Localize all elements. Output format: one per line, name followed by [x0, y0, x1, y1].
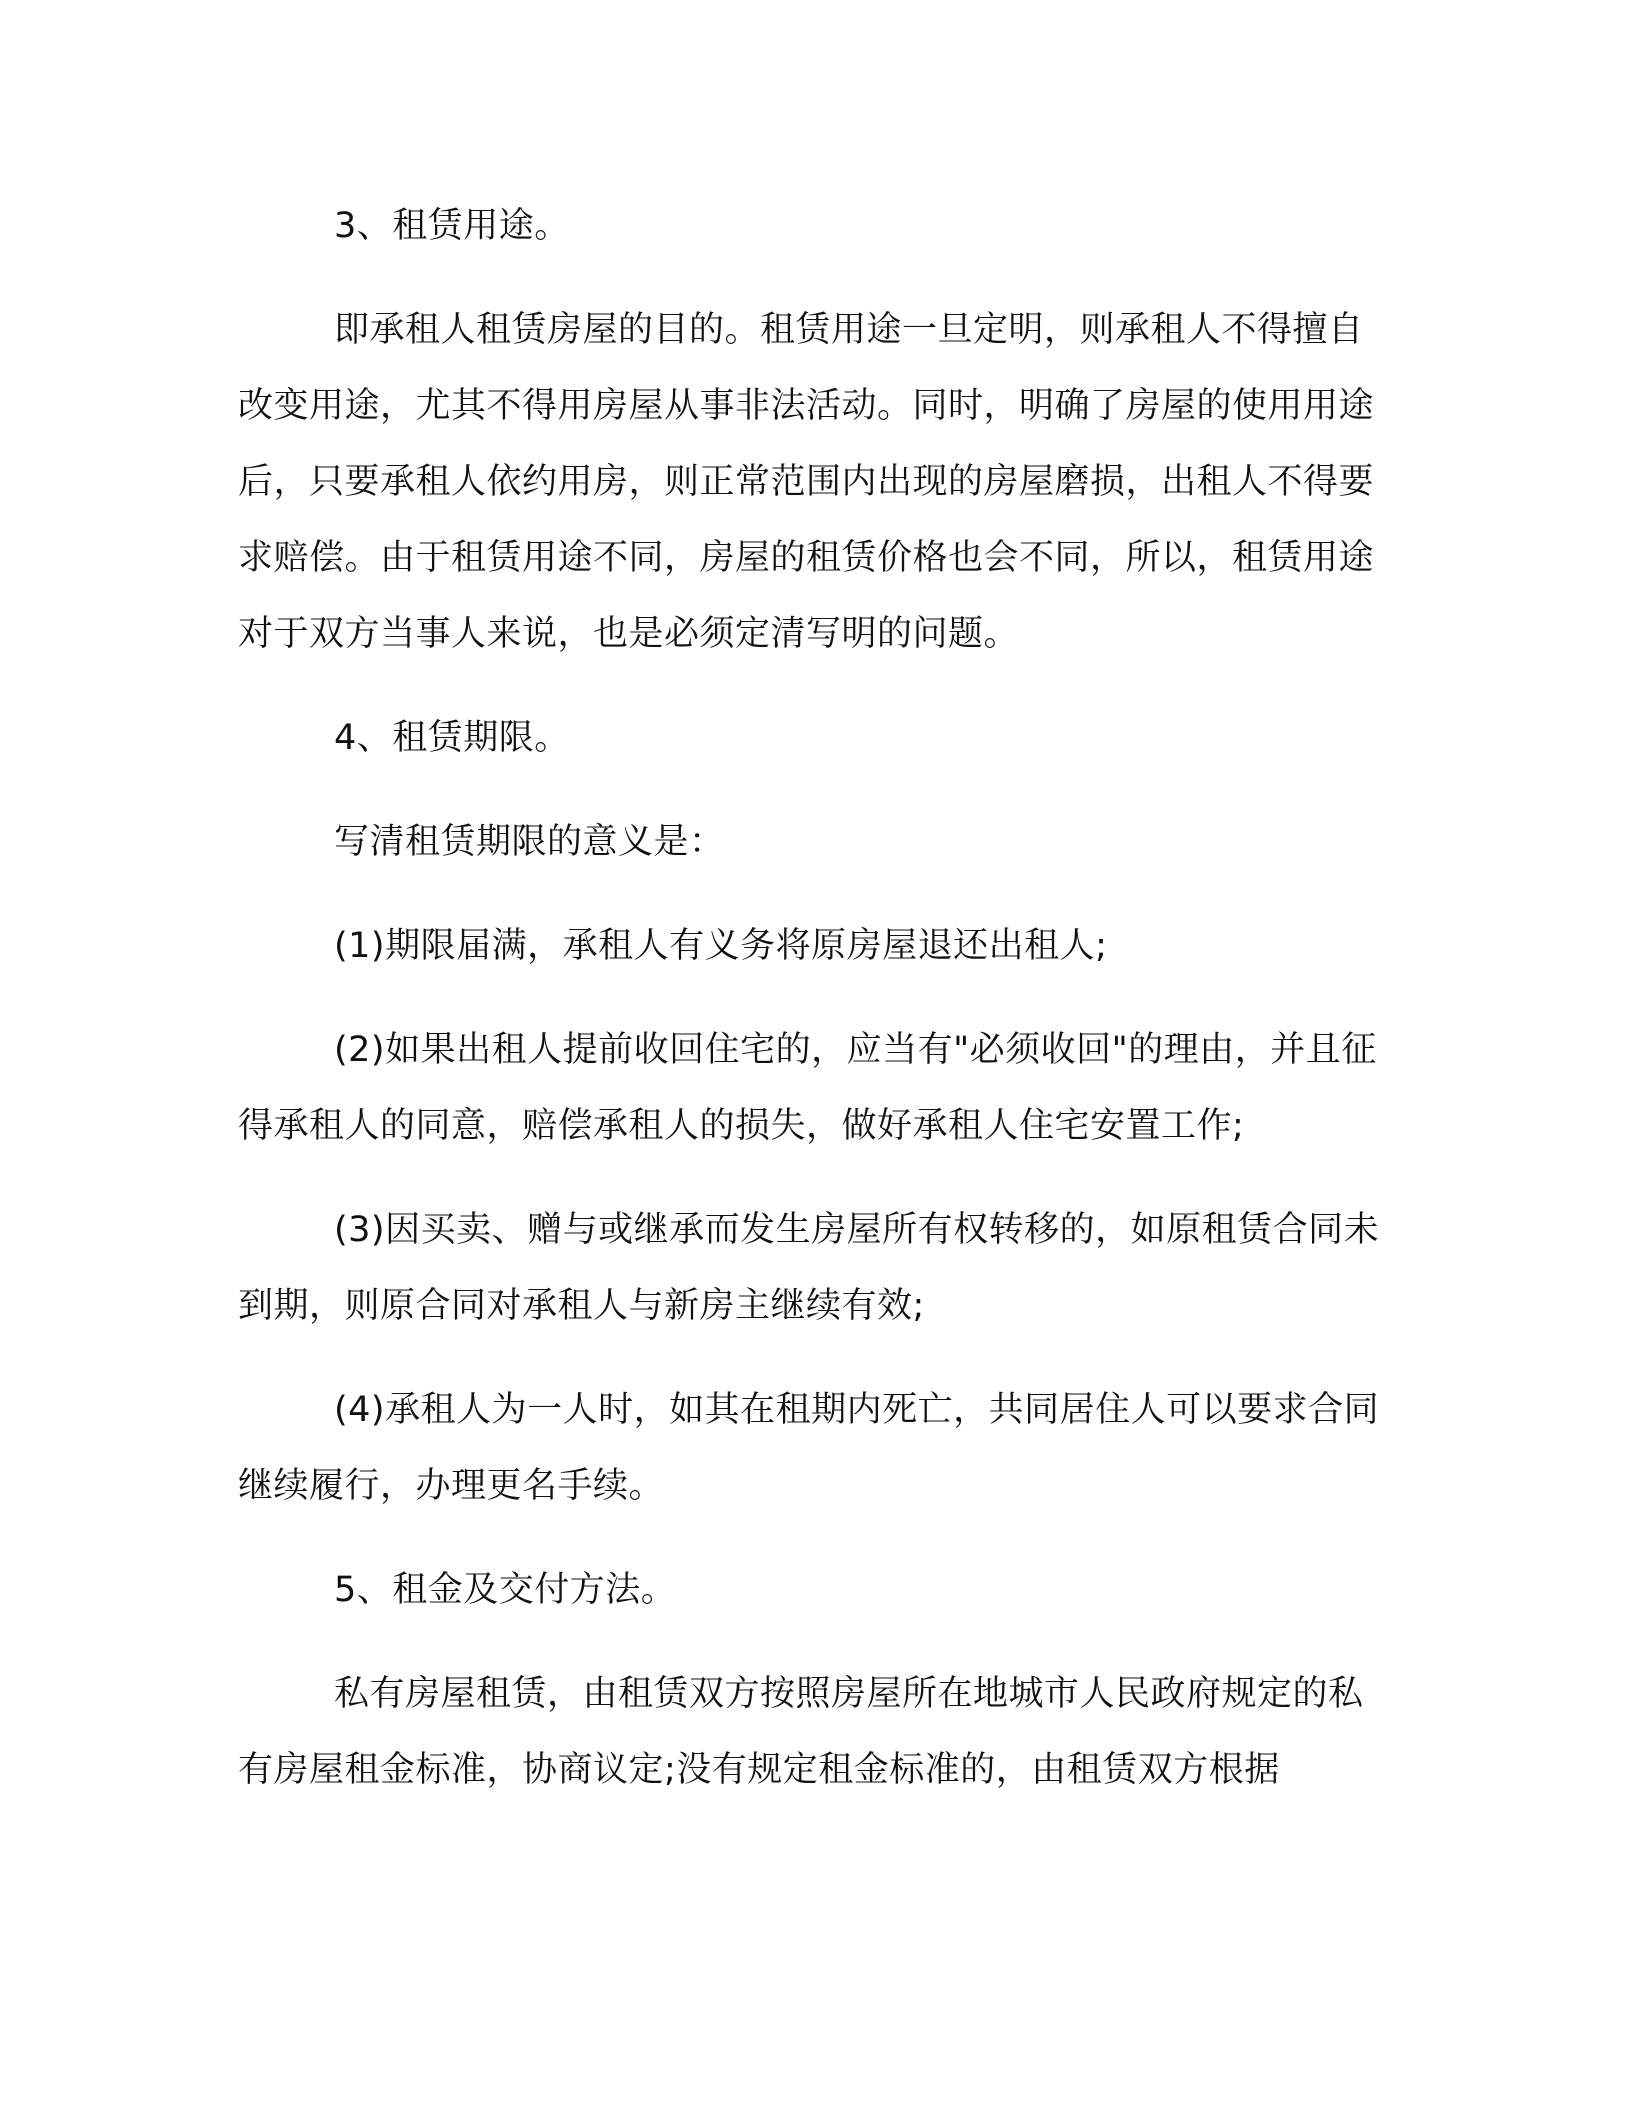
paragraph-lease-purpose: 即承租人租赁房屋的目的。租赁用途一旦定明，则承租人不得擅自改变用途，尤其不得用房屋从事非法活动。同时，明确了房屋的使用用途后，只要承租人依约用房，则正常范围内出现的房屋磨损，出租人不得要求赔偿。由于租赁用途不同，房屋的租赁价格也会不同，所以，租赁用途对于双方当事人来说，也是必须定清写明的问题。	[238, 310, 1375, 654]
list-item-term-2: (2)如果出租人提前收回住宅的，应当有"必须收回"的理由，并且征得承租人的同意，赔偿承租人的损失，做好承租人住宅安置工作;	[238, 1030, 1377, 1146]
section-heading-rent-payment: 5、租金及交付方法。	[334, 1570, 677, 1610]
list-item-term-3: (3)因买卖、赠与或继承而发生房屋所有权转移的，如原租赁合同未到期，则原合同对承租人与新房主继续有效;	[238, 1210, 1380, 1326]
list-item-term-4: (4)承租人为一人时，如其在租期内死亡，共同居住人可以要求合同继续履行，办理更名手续。	[238, 1390, 1380, 1506]
paragraph-term-significance: 写清租赁期限的意义是：	[334, 822, 725, 862]
section-heading-lease-purpose: 3、租赁用途。	[334, 206, 570, 246]
list-item-term-1: (1)期限届满，承租人有义务将原房屋退还出租人;	[334, 926, 1108, 966]
paragraph-rent-payment: 私有房屋租赁，由租赁双方按照房屋所在地城市人民政府规定的私有房屋租金标准，协商议定;没有规定租金标准的，由租赁双方根据	[238, 1674, 1364, 1790]
document-body	[238, 188, 1388, 1836]
section-heading-lease-term: 4、租赁期限。	[334, 718, 570, 758]
